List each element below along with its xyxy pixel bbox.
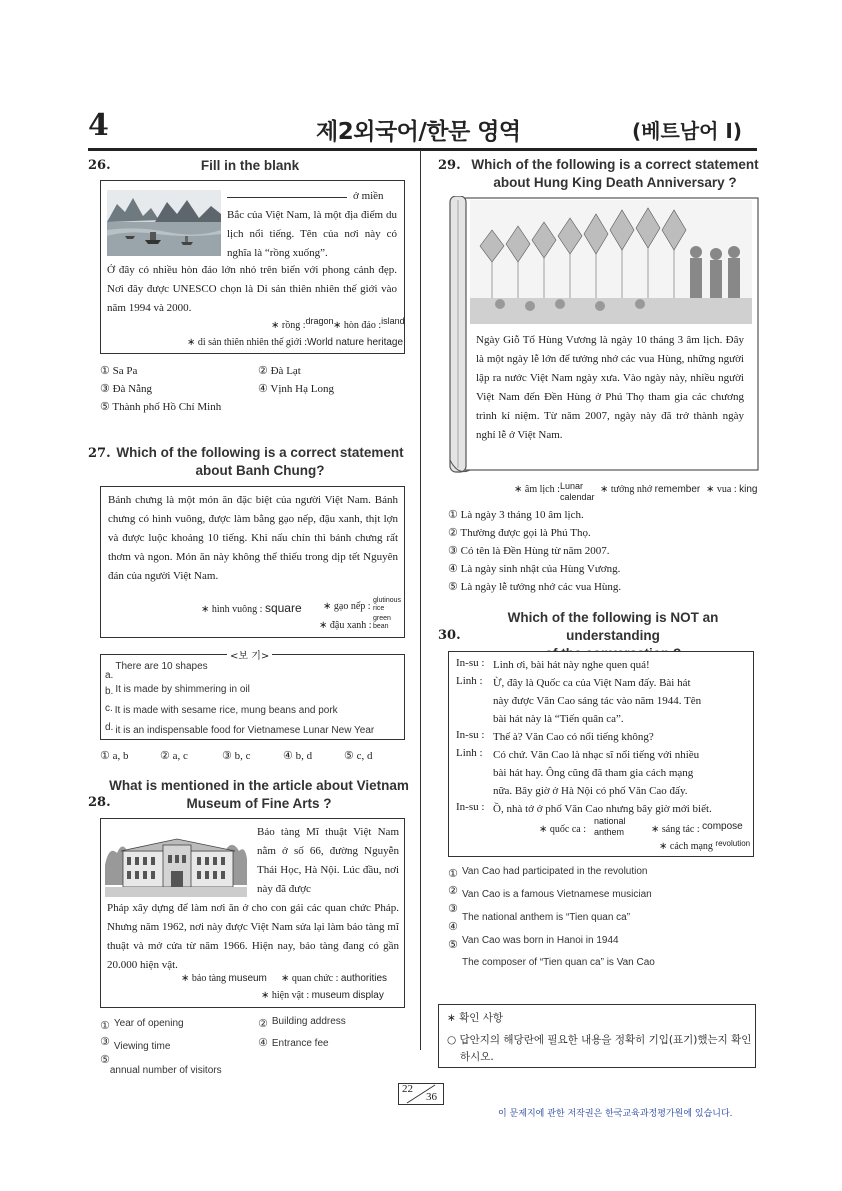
page-indicator xyxy=(398,1083,444,1105)
q30-line-1: Linh ơi, bài hát này nghe quen quá! xyxy=(493,659,650,671)
q29-option-2[interactable]: ② Thường được gọi là Phú Thọ. xyxy=(448,527,591,539)
column-divider xyxy=(420,150,421,1050)
q28-gloss-authorities: ∗ quan chức : authorities xyxy=(281,973,388,984)
q27-option-2[interactable]: ② a, c xyxy=(160,750,188,762)
notice-title: ∗ 확인 사항 xyxy=(447,1012,504,1024)
copyright-notice: 이 문제지에 관한 저작권은 한국교육과정평가원에 있습니다. xyxy=(498,1109,733,1119)
q30-gloss-revolution: ∗ cách mạng $^{revolution}$ xyxy=(659,839,751,852)
q30-speaker-5: In-su : xyxy=(456,801,485,813)
q27-title-line2: about Banh Chung? xyxy=(195,463,325,478)
q27-bogi-b: b. It is made by shimmering in oil xyxy=(105,684,250,697)
q30-gloss-anthem-en: national anthem xyxy=(594,816,626,837)
q28-number: 28. xyxy=(88,795,111,810)
q30-speaker-4: Linh : xyxy=(456,747,483,759)
q27-passage: Bánh chưng là một món ăn đặc biệt của người Việt Nam. Bánh chưng có hình vuông, được làm bằng gạo nếp, đậu xanh, thịt lợn và được luộc khoảng 10 tiếng. Khi nấu chín thì bánh chưng rất thơm và ngon. Món ăn này không thể thiếu trong dịp tết Nguyên đán của người Việt Nam. xyxy=(108,494,398,582)
q30-line-2a: Ừ, đây là Quốc ca của Việt Nam đấy. Bài hát xyxy=(493,677,691,689)
q30-line-2c: bài hát này là “Tiến quân ca”. xyxy=(493,713,624,725)
q27-bogi-c: c. It is made with sesame rice, mung beans and pork xyxy=(105,703,338,716)
q30-option-2[interactable]: Van Cao is a famous Vietnamese musician xyxy=(462,889,652,900)
q29-gloss-king: ∗ vua : king xyxy=(706,484,758,495)
q28-title xyxy=(104,777,414,813)
q27-passage-box xyxy=(100,486,405,638)
q26-option-1[interactable]: ① Sa Pa xyxy=(100,365,138,377)
q28-gloss-museum: ∗ bảo tàng museum xyxy=(181,973,267,984)
q27-gloss-square: ∗ hình vuông : square xyxy=(201,601,302,615)
q27-bogi-label: <보 기> xyxy=(227,647,272,662)
q27-option-4[interactable]: ④ b, d xyxy=(283,750,313,762)
q26-gloss-heritage: ∗ di sản thiên nhiên thế giới :World nature heritage xyxy=(187,337,404,348)
header-rule xyxy=(88,148,757,151)
q30-speaker-1: In-su : xyxy=(456,657,485,669)
notice-line2: 하시오. xyxy=(460,1051,494,1063)
q26-option-3[interactable]: ③ Đà Nẵng xyxy=(100,383,153,395)
q26-option-4[interactable]: ④ Vịnh Hạ Long xyxy=(258,383,334,395)
q27-option-3[interactable]: ③ b, c xyxy=(222,750,251,762)
q30-line-4a: Có chứ. Văn Cao là nhạc sĩ nổi tiếng với nhiều xyxy=(493,749,700,761)
exam-subject: (베트남어 Ⅰ) xyxy=(632,119,742,143)
q28-passage-box xyxy=(100,818,405,1008)
q30-option-1[interactable]: Van Cao had participated in the revolution xyxy=(462,866,648,877)
q26-blank xyxy=(227,197,347,198)
q30-title-line1: Which of the following is NOT an understanding xyxy=(507,610,719,643)
q30-speaker-2: Linh : xyxy=(456,675,483,687)
q30-line-3: Thế à? Văn Cao có nổi tiếng không? xyxy=(493,731,654,743)
exam-title: 제2외국어/한문 영역 xyxy=(316,119,521,145)
q26-passage-first: ở miền xyxy=(353,190,384,202)
q29-gloss-remember: ∗ tưởng nhớ remember xyxy=(600,484,701,495)
q28-option-2[interactable]: ② Building address xyxy=(258,1016,346,1030)
q30-mark-1[interactable]: ① xyxy=(448,867,458,880)
halong-bay-image xyxy=(107,190,221,256)
q30-line-4c: nữa. Bây giờ ở Hà Nội có phố Văn Cao đấy. xyxy=(493,785,688,797)
q29-option-1[interactable]: ① Là ngày 3 tháng 10 âm lịch. xyxy=(448,509,584,521)
q26-option-5[interactable]: ⑤ Thành phố Hồ Chí Minh xyxy=(100,401,222,413)
q30-number: 30. xyxy=(438,628,461,643)
q30-mark-4[interactable]: ④ xyxy=(448,920,458,933)
q29-option-4[interactable]: ④ Là ngày sinh nhật của Hùng Vương. xyxy=(448,563,621,575)
q28-option-4[interactable]: ④ Entrance fee xyxy=(258,1036,329,1049)
museum-image xyxy=(105,825,247,897)
q29-option-3[interactable]: ③ Có tên là Đền Hùng từ năm 2007. xyxy=(448,545,610,557)
q29-number: 29. xyxy=(438,158,461,173)
q30-line-2b: này được Văn Cao sáng tác vào năm 1944. Tên xyxy=(493,695,702,707)
q26-passage-box xyxy=(100,180,405,354)
q30-line-4b: bài hát hay. Ông cũng đã tham gia cách mạng xyxy=(493,767,694,779)
q28-title-line2: Museum of Fine Arts ? xyxy=(186,796,332,811)
q26-title: Fill in the blank xyxy=(200,158,300,173)
q29-gloss-lunar-en: Lunar calendar xyxy=(560,481,595,502)
page-number: 4 xyxy=(88,108,109,143)
page-total: 36 xyxy=(426,1091,437,1103)
q26-passage-right: Bắc của Việt Nam, là một địa điểm du lịch nổi tiếng. Tên của nơi này có nghĩa là “rồng xuống”. xyxy=(227,209,397,259)
q28-option-3[interactable]: ③ Viewing time xyxy=(100,1035,171,1052)
q27-gloss-bean-en: green bean xyxy=(373,615,391,630)
q26-passage-full: Ở đây có nhiều hòn đảo lớn nhỏ trên biển với phong cảnh đẹp. Nơi đây được UNESCO chọn là Di sản thiên nhiên thế giới vào năm 1994 và 2000. xyxy=(107,264,397,314)
q27-gloss-bean: ∗ đậu xanh : xyxy=(319,620,372,631)
q29-title xyxy=(470,156,760,192)
q29-title-line2: about Hung King Death Anniversary ? xyxy=(493,175,737,190)
q26-option-2[interactable]: ② Đà Lạt xyxy=(258,365,301,377)
q27-option-5[interactable]: ⑤ c, d xyxy=(344,750,373,762)
q27-title xyxy=(110,444,410,480)
q30-speaker-3: In-su : xyxy=(456,729,485,741)
q27-option-1[interactable]: ① a, b xyxy=(100,750,129,762)
page-current: 22 xyxy=(402,1083,413,1095)
q27-number: 27. xyxy=(88,446,111,461)
q30-option-3[interactable]: The national anthem is “Tien quan ca” xyxy=(462,912,631,923)
q30-mark-2[interactable]: ② xyxy=(448,884,458,897)
q30-line-5: Ồ, nhà tớ ở phố Văn Cao nhưng bây giờ mới biết. xyxy=(493,803,712,815)
q28-option-5[interactable]: ⑤annual number of visitors xyxy=(100,1053,222,1076)
q30-gloss-anthem: ∗ quốc ca : xyxy=(539,824,586,835)
q28-title-line1: What is mentioned in the article about Vietnam xyxy=(109,778,409,793)
q27-bogi-d: d. it is an indispensable food for Vietnamese Lunar New Year xyxy=(105,722,375,736)
q27-gloss-rice-en: glutinous rice xyxy=(373,597,402,612)
q30-mark-3[interactable]: ③ xyxy=(448,902,458,915)
q27-bogi-box xyxy=(100,651,405,740)
q28-passage-full: Pháp xây dựng để làm nơi ăn ở cho con gái các quan chức Pháp. Nhưng năm 1962, nơi này được Việt Nam sửa lại làm bảo tàng mĩ thuật và mở cửa từ năm 1966. Hiện nay, bảo tàng đang có gần 20.000 hiện vật. xyxy=(107,902,399,971)
q27-title-line1: Which of the following is a correct statement xyxy=(116,445,404,460)
q30-dialogue-box xyxy=(448,651,754,857)
q30-mark-5[interactable]: ⑤ xyxy=(448,938,458,951)
q29-title-line1: Which of the following is a correct statement xyxy=(471,157,759,172)
q30-option-4[interactable]: Van Cao was born in Hanoi in 1944 xyxy=(462,935,619,946)
notice-line1: ○ 답안지의 해당란에 필요한 내용을 정확히 기입(표기)했는지 확인 xyxy=(447,1034,752,1046)
q26-gloss-island: ∗ hòn đảo :island xyxy=(333,316,405,331)
q29-passage: Ngày Giỗ Tổ Hùng Vương là ngày 10 tháng 3 âm lịch. Đây là một ngày lễ lớn để tưởng nhớ các vua Hùng, những người lập ra nước Việt Nam ngày xưa. Vào ngày này, nhiều người Việt Nam đến Đền Hùng ở Phú Thọ tham gia các chương trình kỉ niệm. Từ năm 2007, ngày này đã trở thành ngày nghỉ lễ ở Việt Nam. xyxy=(476,334,744,441)
q28-option-1[interactable]: ① Year of opening xyxy=(100,1018,184,1032)
q28-passage-right: Bảo tàng Mĩ thuật Việt Nam nằm ở số 66, đường Nguyễn Thái Học, Hà Nội. Lúc đầu, nơi này đã được xyxy=(257,826,399,895)
q28-gloss-display: ∗ hiện vật : museum display xyxy=(261,990,384,1001)
hung-king-festival-image xyxy=(470,200,752,324)
q26-number: 26. xyxy=(88,158,111,173)
notice-box xyxy=(438,1004,756,1068)
q27-gloss-rice: ∗ gạo nếp : xyxy=(323,601,371,612)
q27-bogi-a: a.There are 10 shapes xyxy=(105,661,208,681)
q30-option-5[interactable]: The composer of “Tien quan ca” is Van Cao xyxy=(462,957,655,968)
q30-gloss-compose: ∗ sáng tác : compose xyxy=(651,821,743,835)
q26-gloss-dragon: ∗ rồng :dragon xyxy=(271,316,334,331)
q29-gloss-lunar: ∗ âm lịch : xyxy=(514,484,560,495)
q29-option-5[interactable]: ⑤ Là ngày lễ tưởng nhớ các vua Hùng. xyxy=(448,581,622,593)
